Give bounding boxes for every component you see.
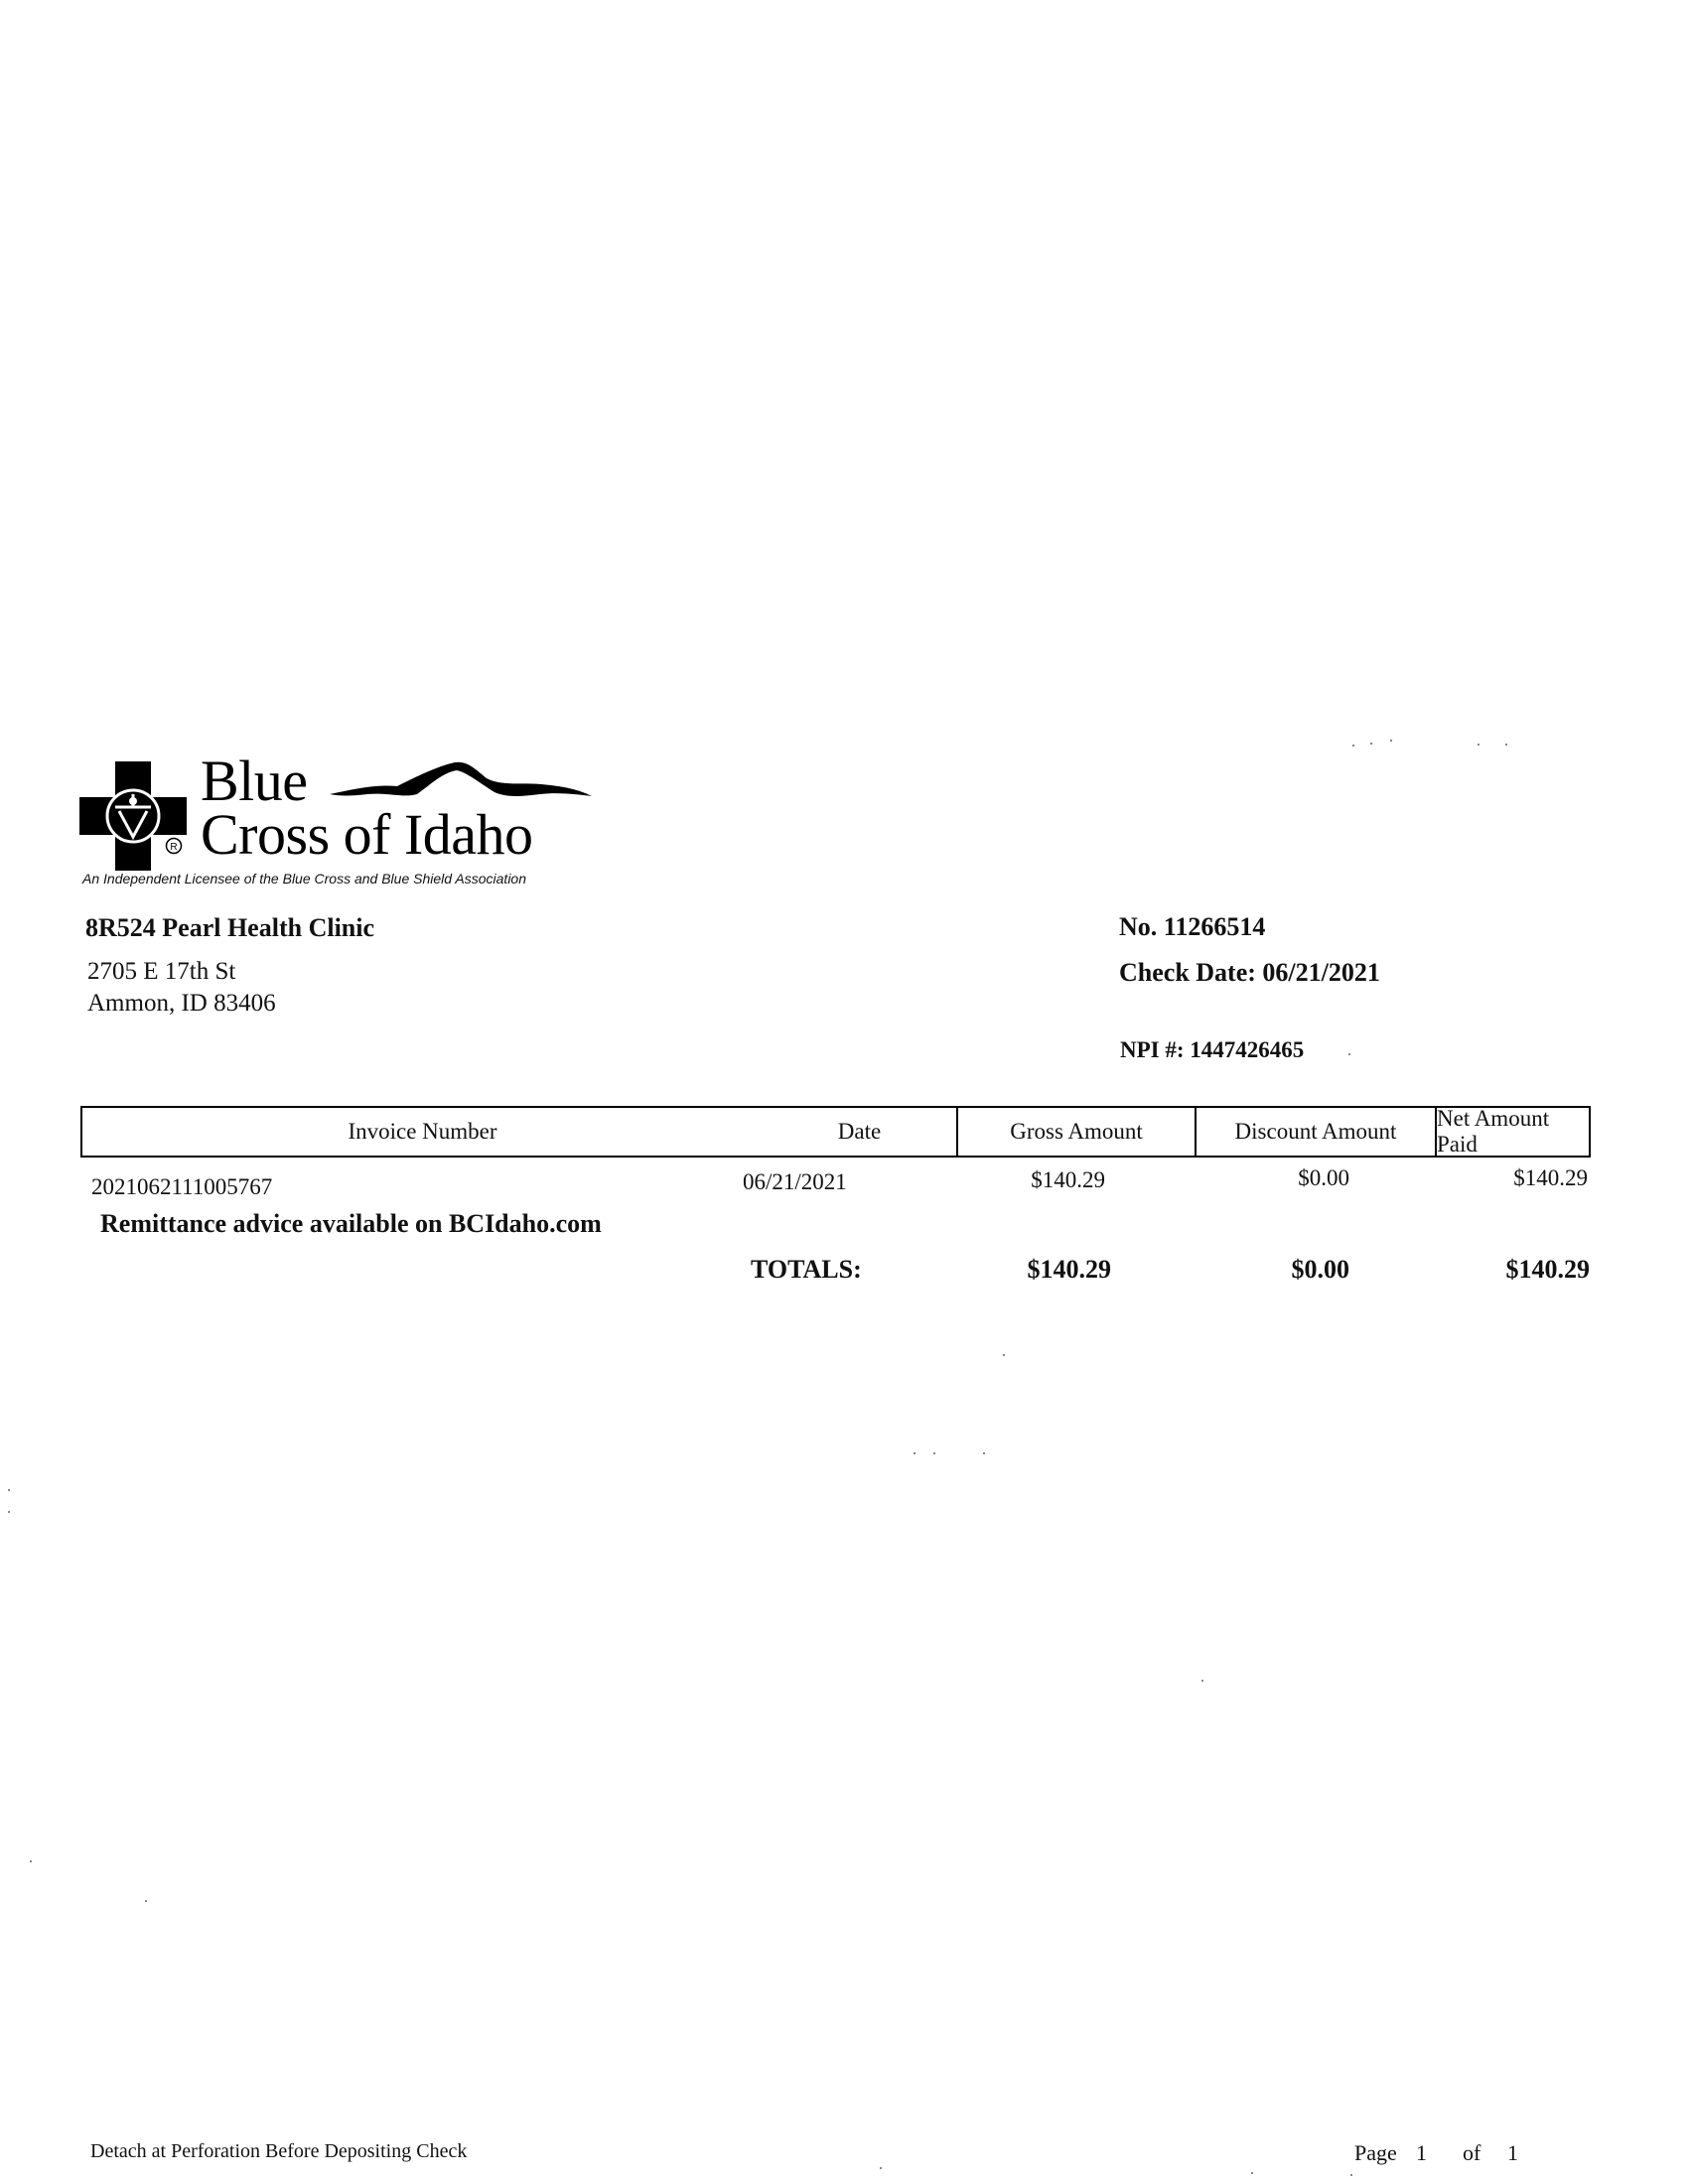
scan-speck [1251,2172,1253,2174]
table-header [80,1106,1591,1158]
svg-text:R: R [170,842,178,853]
page-label: Page [1354,2140,1397,2165]
scan-speck [1348,1053,1350,1055]
scan-speck [8,1489,10,1491]
payee-address-line1: 2705 E 17th St [87,958,236,985]
scan-speck [880,2167,882,2169]
npi-number: NPI #: 1447426465 [1120,1037,1305,1062]
payee-address-line2: Ammon, ID 83406 [87,990,276,1017]
header-date: Date [837,1119,882,1144]
header-gross-amount: Gross Amount [956,1108,1195,1156]
row-invoice-number: 2021062111005767 [91,1174,273,1199]
check-date: Check Date: 06/21/2021 [1119,958,1380,987]
totals-discount-amount: $0.00 [1291,1255,1349,1284]
detach-instruction: Detach at Perforation Before Depositing Check [90,2140,468,2162]
logo-text-line2: Cross of Idaho [201,802,533,867]
scan-speck [1350,2174,1352,2176]
scan-speck [914,1452,916,1454]
scan-speck [1505,744,1507,746]
header-discount-amount: Discount Amount [1195,1108,1435,1156]
check-number: No. 11266514 [1119,912,1266,941]
page-of-label: of [1463,2140,1481,2165]
page-number: 1 [1416,2140,1427,2165]
row-gross-amount: $140.29 [1031,1167,1105,1192]
totals-label: TOTALS: [751,1255,862,1284]
mountain-wave-icon [328,754,594,814]
header-invoice-number: Invoice Number [348,1119,497,1144]
remittance-note: Remittance advice available on BCIdaho.com [100,1209,602,1238]
scan-speck [30,1860,32,1862]
scan-speck [983,1452,985,1454]
totals-gross-amount: $140.29 [1027,1255,1111,1284]
header-net-amount-paid: Net Amount Paid [1435,1108,1589,1156]
payee-name: 8R524 Pearl Health Clinic [85,913,375,942]
scan-speck [933,1452,935,1454]
scan-speck [1478,744,1480,746]
row-discount-amount: $0.00 [1298,1165,1349,1190]
scan-speck [1370,743,1372,745]
registered-mark-icon [165,837,183,855]
logo-tagline: An Independent Licensee of the Blue Cross and Blue Shield Association [82,871,527,887]
scan-speck [145,1900,147,1902]
scan-speck [1352,745,1354,747]
totals-net-amount-paid: $140.29 [1505,1255,1590,1284]
row-net-amount-paid: $140.29 [1513,1165,1588,1190]
logo-text-line1: Blue [201,749,308,813]
scan-speck [1201,1680,1203,1682]
scan-speck [1003,1354,1005,1356]
row-date: 06/21/2021 [743,1169,847,1194]
page-total: 1 [1507,2140,1518,2165]
scan-speck [8,1511,10,1513]
scan-speck [1390,740,1392,742]
